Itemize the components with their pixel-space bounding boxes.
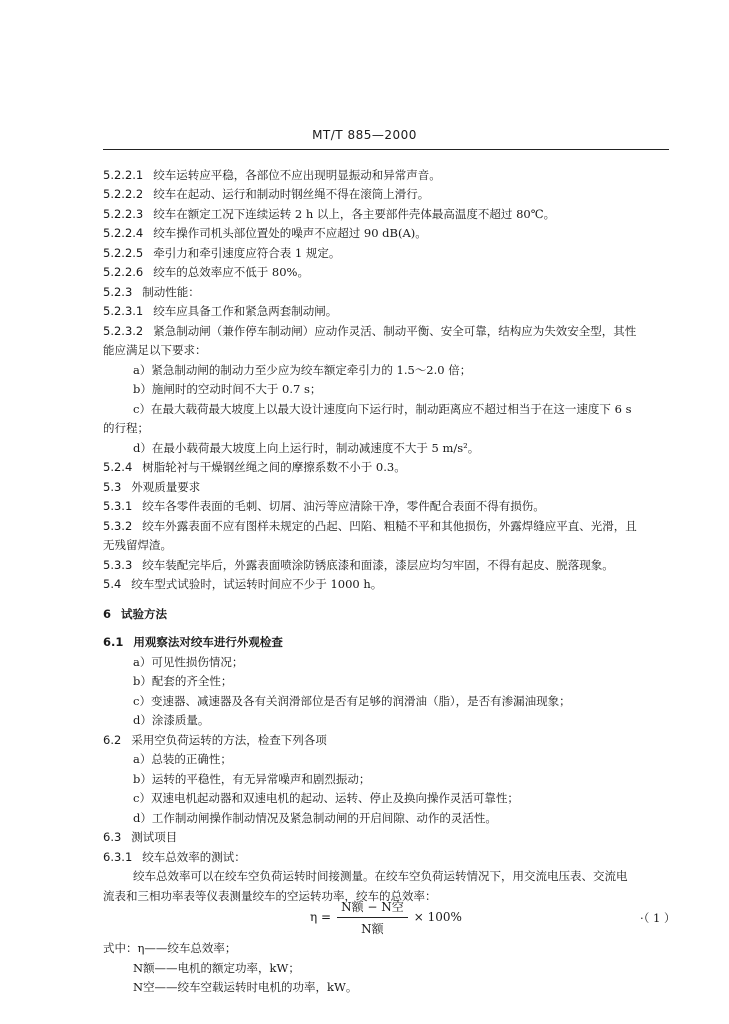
clause-line: 5.2.2.3 绞车在额定工况下连续运转 2 h 以上，各主要部件壳体最高温度不超过 80℃。 [103, 207, 556, 221]
header-rule [103, 149, 669, 150]
clause-line: 6.3 测试项目 [103, 830, 178, 844]
clause-line: 5.2.2.6 绞车的总效率应不低于 80%。 [103, 265, 309, 279]
formula-denominator: N额 [361, 921, 384, 936]
clause-line: 5.2.3 制动性能： [103, 285, 200, 299]
paragraph-line: 流表和三相功率表等仪表测量绞车的空运转功率，绞车的总效率： [103, 889, 437, 903]
list-item: a）可见性损伤情况； [133, 655, 244, 669]
where-clause: 式中：η——绞车总效率； [103, 941, 237, 955]
clause-line: 无残留焊渣。 [103, 538, 172, 552]
section-heading: 6 试验方法 [103, 607, 168, 621]
formula-numerator: N额 − N空 [337, 898, 408, 918]
clause-line: 6.3.1 绞车总效率的测试： [103, 850, 246, 864]
clause-line: 能应满足以下要求： [103, 343, 207, 357]
list-item: a）总装的正确性； [133, 752, 232, 766]
clause-line: 5.2.3.1 绞车应具备工作和紧急两套制动闸。 [103, 304, 338, 318]
standard-code-header: MT/T 885—2000 [312, 128, 417, 142]
variable-definition: N额——电机的额定功率，kW； [133, 961, 300, 975]
list-item: b）配套的齐全性； [133, 674, 233, 688]
equation-number: ·（ 1 ） [640, 911, 676, 925]
list-item: d）工作制动闸操作制动情况及紧急制动闸的开启间隙、动作的灵活性。 [133, 811, 497, 825]
formula-rhs: × 100% [413, 910, 462, 924]
list-item: a）紧急制动闸的制动力至少应为绞车额定牵引力的 1.5～2.0 倍； [133, 363, 472, 377]
formula-lhs: η = [310, 910, 332, 924]
clause-line: 5.2.2.5 牵引力和牵引速度应符合表 1 规定。 [103, 246, 341, 260]
paragraph-line: 绞车总效率可以在绞车空负荷运转时间接测量。在绞车空负荷运转情况下，用交流电压表、交流电 [133, 869, 628, 883]
list-item: c）双速电机起动器和双速电机的起动、运转、停止及换向操作灵活可靠性； [133, 791, 519, 805]
clause-line: 5.3 外观质量要求 [103, 480, 201, 494]
clause-line: 5.2.3.2 紧急制动闸（兼作停车制动闸）应动作灵活、制动平衡、安全可靠，结构应为失效安全型，其性 [103, 324, 637, 338]
clause-line: 5.3.3 绞车装配完毕后，外露表面喷涂防锈底漆和面漆，漆层应均匀牢固，不得有起皮、脱落现象。 [103, 558, 614, 572]
list-item: d）涂漆质量。 [133, 713, 210, 727]
clause-line: 6.2 采用空负荷运转的方法，检查下列各项 [103, 733, 327, 747]
list-item: b）施闸时的空动时间不大于 0.7 s； [133, 382, 322, 396]
variable-definition: N空——绞车空载运转时电机的功率，kW。 [133, 980, 358, 994]
list-item: c）在最大载荷最大坡度上以最大设计速度向下运行时，制动距离应不超过相当于在这一速度下 6 s [133, 402, 632, 416]
list-item: b）运转的平稳性，有无异常噪声和剧烈振动； [133, 772, 371, 786]
formula-fraction [337, 898, 408, 937]
clause-line: 5.2.2.2 绞车在起动、运行和制动时钢丝绳不得在滚筒上滑行。 [103, 187, 430, 201]
clause-line: 的行程； [103, 421, 149, 435]
clause-line: 5.2.2.1 绞车运转应平稳，各部位不应出现明显振动和异常声音。 [103, 168, 441, 182]
clause-line: 5.2.4 树脂轮衬与干燥钢丝绳之间的摩擦系数不小于 0.3。 [103, 460, 406, 474]
clause-line: 5.2.2.4 绞车操作司机头部位置处的噪声不应超过 90 dB(A)。 [103, 226, 427, 240]
clause-line: 5.4 绞车型式试验时，试运转时间应不少于 1000 h。 [103, 577, 383, 591]
list-item: d）在最小载荷最大坡度上向上运行时，制动减速度不大于 5 m/s²。 [133, 441, 480, 455]
list-item: c）变速器、减速器及各有关润滑部位是否有足够的润滑油（脂），是否有渗漏油现象； [133, 694, 571, 708]
efficiency-formula [310, 900, 462, 934]
clause-line: 5.3.1 绞车各零件表面的毛刺、切屑、油污等应清除干净，零件配合表面不得有损伤。 [103, 499, 545, 513]
clause-line: 5.3.2 绞车外露表面不应有图样未规定的凸起、凹陷、粗糙不平和其他损伤，外露焊缝应平直、光滑，且 [103, 519, 637, 533]
subsection-heading: 6.1 用观察法对绞车进行外观检查 [103, 635, 283, 649]
